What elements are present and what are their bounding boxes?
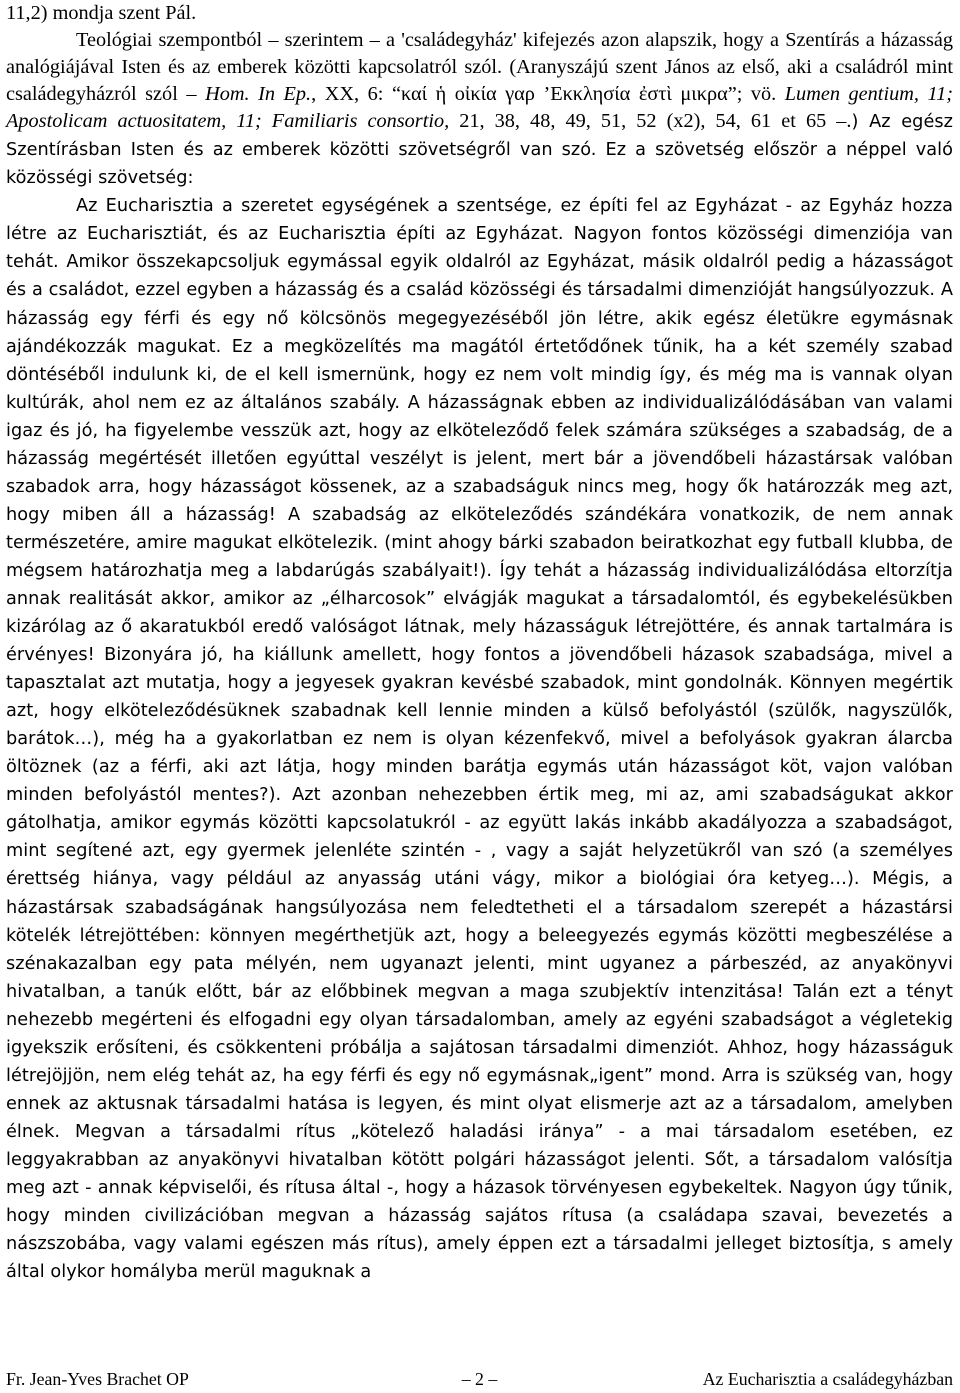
paragraph-2 xyxy=(6,192,953,1286)
paragraph-1-text-a: Teológiai szempontból – szerintem – a 'családegyház' kifejezés azon alapszik, hogy a Szentírás a házasság analógiájával Isten és az emberek közötti kapcsolatról szól. (Aranyszájú szent János az első, aki a családról mint családegyházról szól – xyxy=(6,29,953,106)
paragraph-1 xyxy=(6,27,953,192)
footer-title: Az Eucharisztia a családegyházban xyxy=(702,1369,953,1389)
paragraph-1-text-d: ) Az egész Szentírásban Isten és az emberek közötti szövetségről van szó. Ez a szövetség először a néppel való közösségi szövetség: xyxy=(6,112,953,189)
document-body xyxy=(6,0,953,1286)
page-footer xyxy=(6,1368,953,1390)
footer-author: Fr. Jean-Yves Brachet OP xyxy=(6,1369,189,1389)
reference-documents: Lumen gentium, 11; Apostolicam actuositatem, 11; Familiaris consortio, xyxy=(6,83,954,133)
opening-line: 11,2) mondja szent Pál. xyxy=(6,2,197,24)
reference-homily: Hom. In Ep. xyxy=(205,83,312,106)
paragraph-1-text-b: , XX, 6: “καί ἡ οἰκία γαρ ’Εκκλησία ἐστὶ μικρα”; vö. xyxy=(311,83,785,106)
paragraph-2-text: Az Eucharisztia a szeretet egységének a szentsége, ez építi fel az Egyházat - az Egyház hozza létre az Eucharisztiát, és az Eucharisztia építi az Egyházat. Nagyon fontos közösségi dimenziója van tehát. Amikor összekapcsoljuk egymással egyik oldalról az Egyházat, másik oldalról pedig a házasságot és a családot, ezzel egyben a házasság és a család közösségi és társadalmi dimenzióját hangsúlyozzuk. A házasság egy férfi és egy nő kölcsönös megegyezéséből jön létre, akik egész életükre egymásnak ajándékozzák magukat. Ez a megközelítés ma magától értetődőnek tűnik, ha a két személy szabad döntéséből indulunk ki, de el kell ismernünk, hogy ez nem volt mindig így, és még ma is vannak olyan kultúrák, ahol nem ez az általános szabály. A házasságnak ebben az individualizálódásában van valami igaz és jó, ha figyelembe vesszük azt, hogy az elköteleződő felek számára szükséges a szabadság, de a házasság megértését illetően egyúttal veszélyt is jelent, mert bár a jövendőbeli házastársak valóban szabadok arra, hogy házasságot kössenek, az a szabadságuk nincs meg, hogy ők határozzák meg azt, hogy miben áll a házasság! A szabadság az elköteleződés szándékára vonatkozik, de nem annak természetére, amire magukat elkötelezik. (mint ahogy bárki szabadon beiratkozhat egy futball klubba, de mégsem határozhatja meg a labdarúgás szabályait!). Így tehát a házasság individualizálódása eltorzítja annak realitását akkor, amikor az „élharcosok” elvágják magukat a társadalomtól, és egybekelésükben kizárólag az ő akaratukból eredő valóságot látnak, mely házasságuk létrejöttére, és annak tartalmára is érvényes! Bizonyára jó, ha kiállunk amellett, hogy fontos a jövendőbeli házasok szabadsága, mivel a tapasztalat azt mutatja, hogy a jegyesek gyakran kevésbé szabadok, mint gondolnák. Könnyen megértik azt, hogy elköteleződésüknek szabadnak kell lennie minden a külső befolyástól (szülők, nagyszülők, barátok…), még ha a gyakorlatban ez nem is olyan kézenfekvő, mivel a befolyások gyakran álarcba öltöznek (az a férfi, aki azt látja, hogy minden barátja egymás után házasságot köt, vajon valóban minden befolyástól mentes?). Azt azonban nehezebben értik meg, mi az, ami szabadságukat akkor gátolhatja, amikor egymás közötti kapcsolatukról - az együtt lakás inkább akadályozza a szabadságot, mint segítené azt, egy gyermek jelenléte szintén - , vagy a saját helyzetükről van szó (a személyes érettség hiánya, vagy például az anyasság utáni vágy, mikor a biológiai óra ketyeg…). Mégis, a házastársak szabadságának hangsúlyozása nem feledtetheti el a társadalom szerepét a házastársi kötelék létrejöttében: könnyen megérthetjük azt, hogy a beleegyezés egymás közötti megbeszélése a szénakazalban egy pata mélyén, nem ugyanazt jelenti, mint ugyanez a párbeszéd, az anyakönyvi hivatalban, a tanúk előtt, bár az előbbinek megvan a maga szubjektív intenzitása! Talán ezt a tényt nehezebb megérteni és elfogadni egy olyan társadalomban, amely az egyéni szabadságot a végletekig igyekszik erősíteni, és csökkenteni próbálja a sajátosan társadalmi dimenziót. Ahhoz, hogy házasságuk létrejöjjön, nem elég tehát az, ha egy férfi és egy nő egymásnak„igent” mond. Arra is szükség van, hogy ennek az aktusnak társadalmi hatása is legyen, és mint olyat elismerje azt az a társadalom, amelyben élnek. Megvan a társadalmi rítus „kötelező haladási iránya” - a mai társadalom esetében, ez leggyakrabban az anyakönyvi hivatalban kötött polgári házasságot jelenti. Sőt, a társadalom valósítja meg azt - annak képviselői, és rítusa által -, hogy a házasok törvényesen egybekeltek. Nagyon úgy tűnik, hogy minden civilizációban megvan a házasság sajátos rítusa (a családapa szavai, bevezetés a nászszobába, vagy valami egészen más rítus), amely éppen ezt a társadalmi jelleget biztosítja, s amely által olykor homályba merül maguknak a xyxy=(6,196,953,1283)
paragraph-1-text-c: 21, 38, 48, 49, 51, 52 (x2), 54, 61 et 65 –. xyxy=(449,110,852,133)
footer-page-number: – 2 – xyxy=(461,1369,498,1389)
